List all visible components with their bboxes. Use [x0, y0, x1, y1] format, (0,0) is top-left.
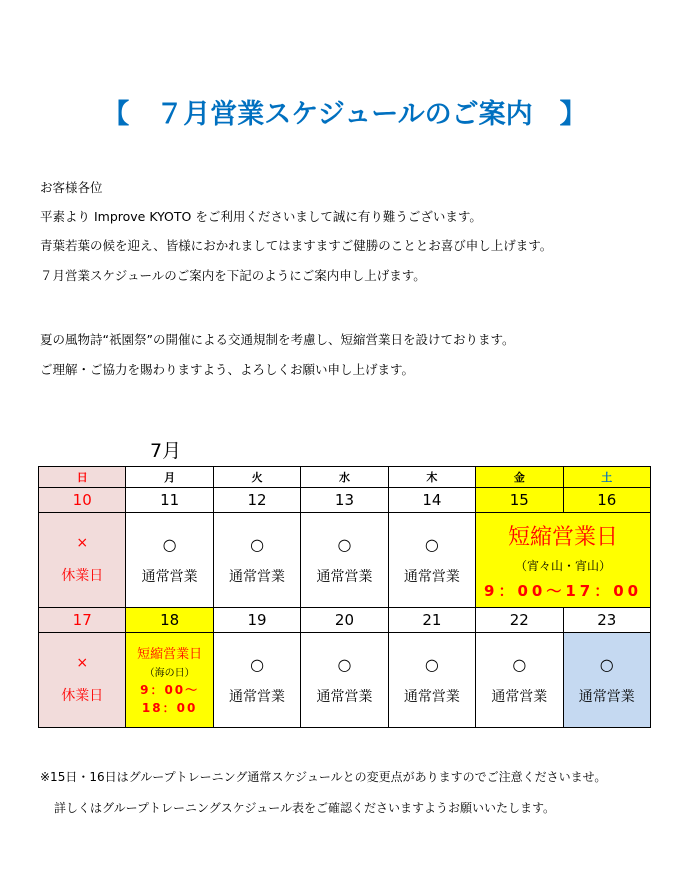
open-day-cell [126, 513, 213, 608]
weekday-header-row [39, 467, 651, 488]
short-day-label: 短縮営業日 [137, 647, 203, 662]
open-day-cell [476, 633, 563, 728]
open-label: 通常営業 [229, 688, 286, 705]
short-hours-cell [476, 513, 651, 608]
weekday-sun: 日 [39, 467, 126, 488]
date-cell: 11 [126, 488, 213, 513]
weekday-fri: 金 [476, 467, 563, 488]
date-cell: 10 [39, 488, 126, 513]
date-cell: 21 [388, 608, 475, 633]
open-label: 通常営業 [403, 688, 460, 705]
week2-status-row [39, 633, 651, 728]
open-label: 通常営業 [316, 568, 373, 585]
circle-icon: ○ [337, 654, 352, 674]
date-cell: 12 [213, 488, 300, 513]
open-day-cell [388, 513, 475, 608]
weekday-mon: 月 [126, 467, 213, 488]
date-cell: 22 [476, 608, 563, 633]
open-day-cell [563, 633, 650, 728]
date-cell: 18 [126, 608, 213, 633]
intro-line: 平素より Improve KYOTO をご利用くださいまして誠に有り難うございます。 [40, 209, 482, 224]
weekday-sat: 土 [563, 467, 650, 488]
footnote: 詳しくはグループトレーニングスケジュール表をご確認くださいますようお願いいたします。 [54, 801, 556, 815]
weekday-tue: 火 [213, 467, 300, 488]
circle-icon: ○ [250, 654, 265, 674]
holiday-note: （海の日） [144, 668, 195, 679]
circle-icon: ○ [424, 534, 439, 554]
open-day-cell [213, 513, 300, 608]
notice-line: 夏の風物詩“祇園祭”の開催による交通規制を考慮し、短縮営業日を設けております。 [40, 332, 515, 347]
date-cell: 16 [563, 488, 650, 513]
open-label: 通常営業 [229, 568, 286, 585]
footnote: ※15日・16日はグループトレーニング通常スケジュールとの変更点がありますのでご注意くださいませ。 [40, 770, 607, 784]
short-hours-cell [126, 633, 213, 728]
date-cell: 19 [213, 608, 300, 633]
open-day-cell [213, 633, 300, 728]
open-day-cell [301, 633, 388, 728]
closed-label: 休業日 [61, 568, 104, 584]
circle-icon: ○ [512, 654, 527, 674]
week2-date-row [39, 608, 651, 633]
open-label: 通常営業 [491, 688, 548, 705]
closed-day-cell [39, 633, 126, 728]
week1-status-row [39, 513, 651, 608]
intro-line: 青葉若葉の候を迎え、皆様におかれましてはますますご健勝のこととお喜び申し上げます。 [40, 238, 553, 253]
week1-date-row [39, 488, 651, 513]
short-day-hours-start: 9：00～ [140, 683, 200, 697]
date-cell: 20 [301, 608, 388, 633]
open-label: 通常営業 [578, 688, 635, 705]
open-day-cell [388, 633, 475, 728]
open-label: 通常営業 [316, 688, 373, 705]
date-cell: 15 [476, 488, 563, 513]
open-label: 通常営業 [141, 568, 198, 585]
cross-icon: × [76, 535, 89, 551]
circle-icon: ○ [162, 534, 177, 554]
short-day-label: 短縮営業日 [508, 524, 619, 550]
circle-icon: ○ [599, 654, 614, 674]
date-cell: 13 [301, 488, 388, 513]
weekday-wed: 水 [301, 467, 388, 488]
short-day-hours-end: 18：00 [141, 701, 198, 715]
closed-label: 休業日 [61, 688, 104, 704]
open-day-cell [301, 513, 388, 608]
open-label: 通常営業 [403, 568, 460, 585]
date-cell: 14 [388, 488, 475, 513]
circle-icon: ○ [337, 534, 352, 554]
short-day-hours: 9：00～17：00 [484, 581, 643, 600]
intro-line: ７月営業スケジュールのご案内を下記のようにご案内申し上げます。 [40, 268, 426, 283]
closed-day-cell [39, 513, 126, 608]
month-label: 7月 [150, 440, 182, 462]
weekday-thu: 木 [388, 467, 475, 488]
date-cell: 17 [39, 608, 126, 633]
notice-line: ご理解・ご協力を賜わりますよう、よろしくお願い申し上げます。 [40, 362, 415, 377]
date-cell: 23 [563, 608, 650, 633]
greeting-line: お客様各位 [40, 180, 103, 195]
short-day-note: （宵々山・宵山） [515, 558, 612, 573]
page-title: 【 ７月営業スケジュールのご案内 】 [102, 99, 587, 130]
schedule-calendar [38, 466, 651, 728]
cross-icon: × [76, 655, 89, 671]
circle-icon: ○ [250, 534, 265, 554]
circle-icon: ○ [424, 654, 439, 674]
